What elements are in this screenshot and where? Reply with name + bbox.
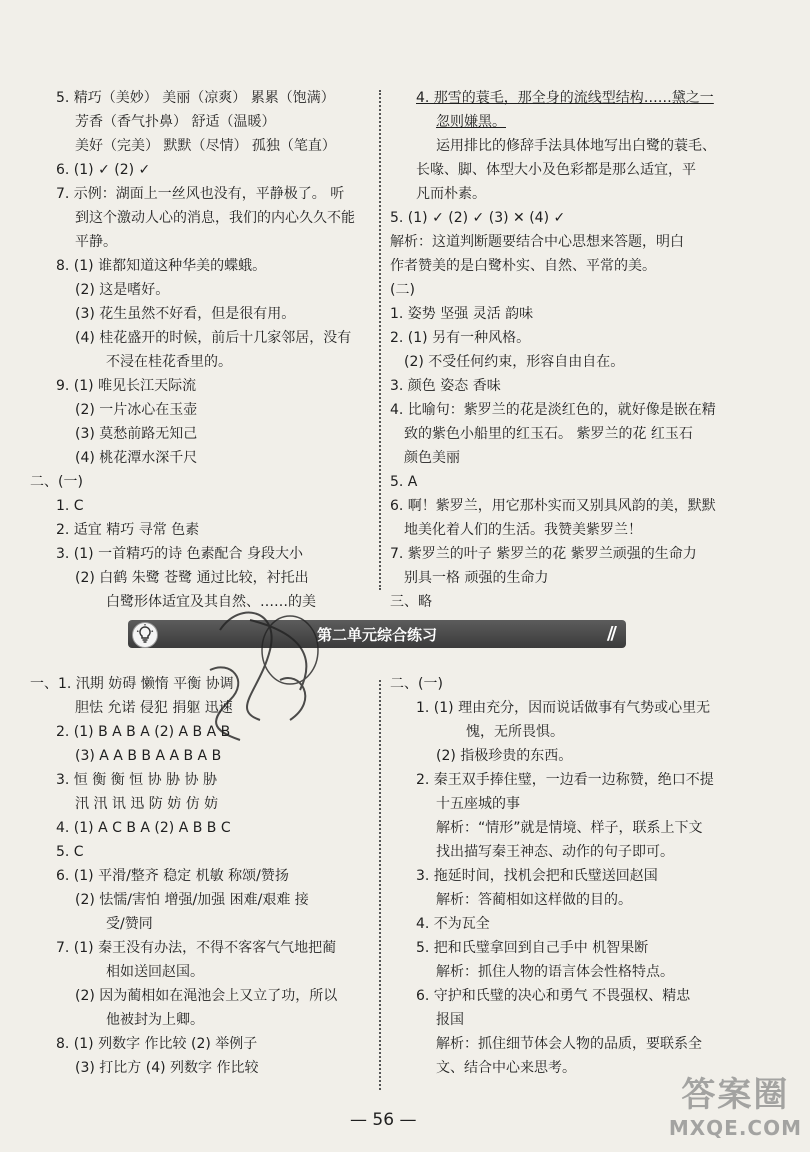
answer-line: (3) A A B B A A B A B xyxy=(75,748,222,764)
answer-line: 4. 不为瓦全 xyxy=(416,916,490,932)
answer-line: 9. (1) 唯见长江天际流 xyxy=(56,378,197,394)
analysis-line: 解析：抓住人物的语言体会性格特点。 xyxy=(436,964,674,980)
answer-line: 6. (1) 平滑/整齐 稳定 机敏 称颂/赞扬 xyxy=(56,868,289,884)
answer-line: 汛 汛 讯 迅 防 妨 仿 妨 xyxy=(75,796,219,812)
column-divider-top xyxy=(379,90,381,590)
answer-line: 1. C xyxy=(56,498,84,514)
answer-line: 5. (1) ✓ (2) ✓ (3) ✕ (4) ✓ xyxy=(390,210,566,226)
answer-line: 7. 紫罗兰的叶子 紫罗兰的花 紫罗兰顽强的生命力 xyxy=(390,546,697,562)
analysis-line: 解析：抓住细节体会人物的品质，要联系全 xyxy=(436,1036,702,1052)
answer-line: 5. C xyxy=(56,844,84,860)
analysis-line: 解析：这道判断题要结合中心思想来答题，明白 xyxy=(390,234,684,250)
answer-line: 报国 xyxy=(436,1012,464,1028)
answer-line: 他被封为上卿。 xyxy=(106,1012,204,1028)
answer-line: 地美化着人们的生活。我赞美紫罗兰！ xyxy=(404,522,642,538)
watermark xyxy=(669,1067,802,1140)
answer-line: 7. (1) 秦王没有办法，不得不客客气气地把蔺 xyxy=(56,940,337,956)
answer-line: 愧，无所畏惧。 xyxy=(466,724,564,740)
answer-line: 长喙、脚、体型大小及色彩都是那么适宜，平 xyxy=(416,162,696,178)
answer-line: (3) 莫愁前路无知己 xyxy=(75,426,198,442)
answer-line: 凡而朴素。 xyxy=(416,186,486,202)
answer-line: (2) 一片冰心在玉壶 xyxy=(75,402,198,418)
analysis-line: 找出描写秦王神态、动作的句子即可。 xyxy=(436,844,674,860)
answer-line: 芳香（香气扑鼻） 舒适（温暖） xyxy=(75,114,276,130)
answer-line: 2. 适宜 精巧 寻常 色素 xyxy=(56,522,200,538)
answer-line: 3. (1) 一首精巧的诗 色素配合 身段大小 xyxy=(56,546,303,562)
answer-line: (2) 不受任何约束，形容自由自在。 xyxy=(404,354,625,370)
answer-line: 3. 恒 衡 衡 恒 协 胁 协 胁 xyxy=(56,772,217,788)
watermark-line2: MXQE.COM xyxy=(668,1116,802,1140)
answer-line: 平静。 xyxy=(75,234,117,250)
answer-line: 8. (1) 谁都知道这种华美的蝶蛾。 xyxy=(56,258,267,274)
answer-line: 6. 啊！紫罗兰，用它那朴实而又别具风韵的美，默默 xyxy=(390,498,716,514)
analysis-line: 解析：答蔺相如这样做的目的。 xyxy=(436,892,632,908)
answer-line: 忽则嫌黑。 xyxy=(436,114,506,130)
section-heading: 二、(一) xyxy=(30,474,83,490)
answer-line: (3) 打比方 (4) 列数字 作比较 xyxy=(75,1060,259,1076)
answer-line: 白鹭形体适宜及其自然、……的美 xyxy=(106,594,316,610)
section-heading: (二) xyxy=(390,282,415,298)
answer-line: (2) 因为蔺相如在渑池会上又立了功，所以 xyxy=(75,988,338,1004)
answer-line: 颜色美丽 xyxy=(404,450,460,466)
answer-line: 4. (1) A C B A (2) A B B C xyxy=(56,820,231,836)
answer-line: (2) 这是嗜好。 xyxy=(75,282,170,298)
answer-line: 别具一格 顽强的生命力 xyxy=(404,570,549,586)
section-heading: 三、略 xyxy=(390,594,432,610)
analysis-line: 作者赞美的是白鹭朴实、自然、平常的美。 xyxy=(390,258,656,274)
section-heading: 二、(一) xyxy=(390,676,443,692)
answer-line: 不浸在桂花香里的。 xyxy=(106,354,232,370)
answer-line: 胆怯 允诺 侵犯 捐躯 迅速 xyxy=(75,700,233,716)
answer-line: 7. 示例：湖面上一丝风也没有，平静极了。 听 xyxy=(56,186,345,202)
analysis-line: 解析：“情形”就是情境、样子，联系上下文 xyxy=(436,820,703,836)
answer-line: 1. 姿势 坚强 灵活 韵味 xyxy=(390,306,534,322)
answer-line: 3. 拖延时间，找机会把和氏璧送回赵国 xyxy=(416,868,658,884)
answer-line: 美好（完美） 默默（尽情） 孤独（笔直） xyxy=(75,138,336,154)
answer-line: 6. 守护和氏璧的决心和勇气 不畏强权、精忠 xyxy=(416,988,691,1004)
banner-slash-decoration: // xyxy=(606,623,614,644)
answer-line: 4. 比喻句：紫罗兰的花是淡红色的，就好像是嵌在精 xyxy=(390,402,716,418)
answer-line: 相如送回赵国。 xyxy=(106,964,204,980)
watermark-line1: 答案圈 xyxy=(681,1075,790,1115)
column-divider-bottom xyxy=(379,680,381,1090)
answer-line: 4. 那雪的蓑毛，那全身的流线型结构……黛之一 xyxy=(416,90,714,106)
analysis-line: 文、结合中心来思考。 xyxy=(436,1060,576,1076)
answer-line: (4) 桂花盛开的时候，前后十几家邻居，没有 xyxy=(75,330,352,346)
answer-line: 5. 精巧（美妙） 美丽（凉爽） 累累（饱满） xyxy=(56,90,335,106)
answer-line: (2) 怯懦/害怕 增强/加强 困难/艰难 接 xyxy=(75,892,309,908)
answer-line: 运用排比的修辞手法具体地写出白鹭的蓑毛、 xyxy=(436,138,716,154)
answer-line: 2. 秦王双手捧住璧，一边看一边称赞，绝口不提 xyxy=(416,772,714,788)
banner-title: 第二单元综合练习 xyxy=(316,626,437,644)
answer-line: (2) 白鹤 朱鹭 苍鹭 通过比较，衬托出 xyxy=(75,570,309,586)
answer-line: 受/赞同 xyxy=(106,916,153,932)
answer-line: 十五座城的事 xyxy=(436,796,520,812)
answer-line: 一、1. 汛期 妨碍 懒惰 平衡 协调 xyxy=(30,676,234,692)
answer-line: 5. 把和氏璧拿回到自己手中 机智果断 xyxy=(416,940,649,956)
answer-line: 到这个激动人心的消息，我们的内心久久不能 xyxy=(75,210,355,226)
answer-line: 5. A xyxy=(390,474,418,490)
answer-line: 8. (1) 列数字 作比较 (2) 举例子 xyxy=(56,1036,258,1052)
answer-line: 2. (1) 另有一种风格。 xyxy=(390,330,531,346)
answer-line: (4) 桃花潭水深千尺 xyxy=(75,450,198,466)
answer-line: 致的紫色小船里的红玉石。 紫罗兰的花 红玉石 xyxy=(404,426,693,442)
answer-line: (2) 指极珍贵的东西。 xyxy=(436,748,573,764)
answer-line: 2. (1) B A B A (2) A B A B xyxy=(56,724,231,740)
page-number: — 56 — xyxy=(350,1110,417,1130)
answer-line: 1. (1) 理由充分，因而说话做事有气势或心里无 xyxy=(416,700,711,716)
answer-line: 3. 颜色 姿态 香味 xyxy=(390,378,501,394)
answer-line: (3) 花生虽然不好看，但是很有用。 xyxy=(75,306,296,322)
answer-line: 6. (1) ✓ (2) ✓ xyxy=(56,162,151,178)
